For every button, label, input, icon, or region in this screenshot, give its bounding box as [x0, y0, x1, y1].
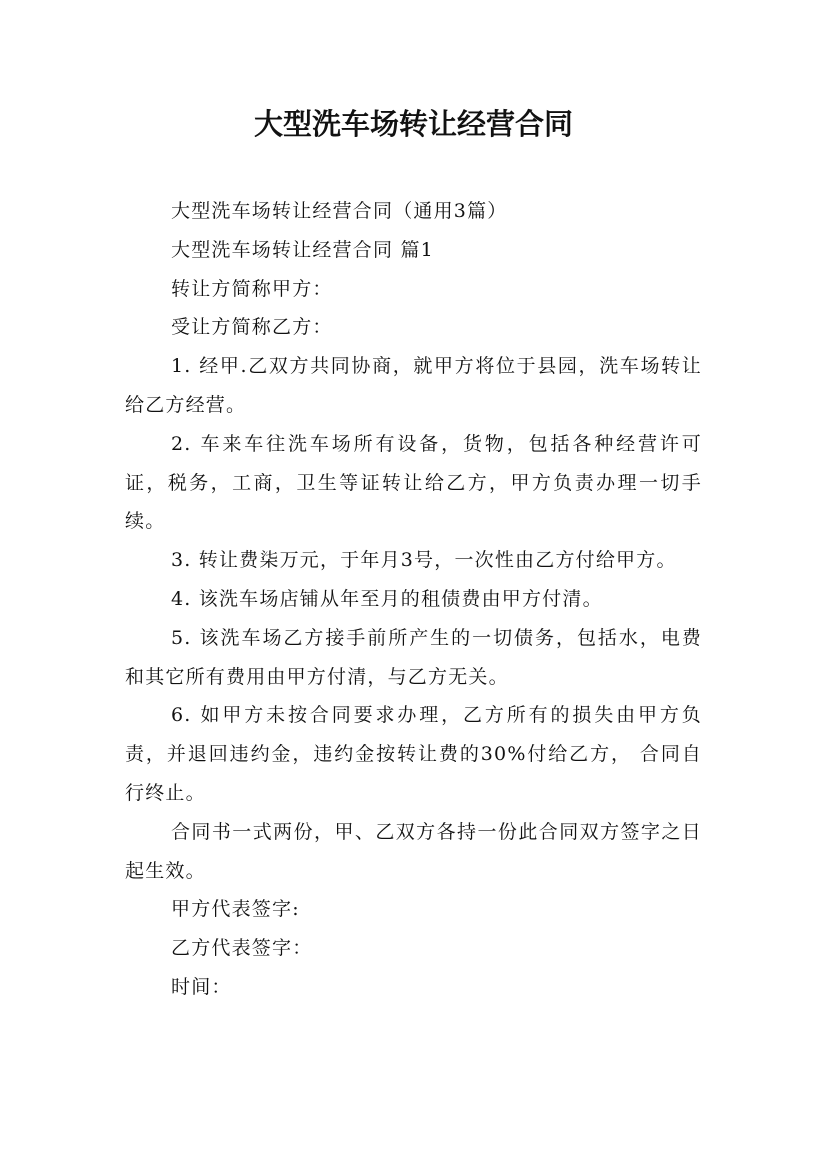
paragraph-signature-b: 乙方代表签字：	[171, 937, 313, 960]
paragraph-clause-5: 5. 该洗车场乙方接手前所产生的一切债务，包括水，电费和其它所有费用由甲方付清，与乙方无关。	[125, 626, 702, 688]
paragraph-clause-1: 1. 经甲.乙双方共同协商，就甲方将位于县园，洗车场转让给乙方经营。	[125, 355, 702, 416]
paragraph-party-b: 受让方简称乙方：	[171, 316, 333, 339]
paragraph-copies: 合同书一式两份，甲、乙双方各持一份此合同双方签字之日起生效。	[125, 820, 702, 882]
paragraph-party-a: 转让方简称甲方：	[171, 277, 333, 300]
document-body	[125, 192, 702, 1007]
paragraph-clause-4: 4. 该洗车场店铺从年至月的租债费由甲方付清。	[171, 587, 603, 610]
paragraph-subtitle: 大型洗车场转让经营合同（通用3篇）	[171, 200, 508, 222]
paragraph-clause-6: 6. 如甲方未按合同要求办理，乙方所有的损失由甲方负责，并退回违约金，违约金按转让费的30%付给乙方， 合同自行终止。	[125, 704, 702, 804]
paragraph-section-heading: 大型洗车场转让经营合同 篇1	[171, 238, 434, 261]
paragraph-clause-2: 2. 车来车往洗车场所有设备，货物，包括各种经营许可证，税务，工商，卫生等证转让给乙方，甲方负责办理一切手续。	[125, 432, 702, 533]
paragraph-clause-3: 3. 转让费柒万元，于年月3号，一次性由乙方付给甲方。	[171, 549, 677, 572]
document-title: 大型洗车场转让经营合同	[253, 107, 573, 141]
paragraph-signature-a: 甲方代表签字:	[171, 898, 300, 921]
paragraph-date: 时间：	[171, 975, 232, 998]
